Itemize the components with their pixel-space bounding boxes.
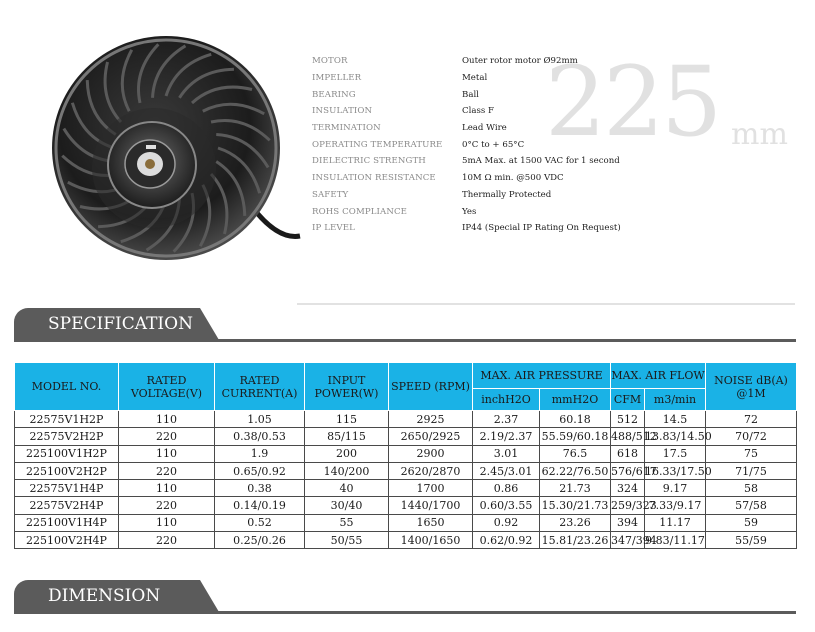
cell-airflow-m3: 14.5	[645, 411, 706, 428]
cell-airflow-cfm: 512	[611, 411, 645, 428]
header-airflow-cfm: CFM	[611, 389, 645, 411]
cell-current: 0.38/0.53	[215, 428, 305, 445]
property-key: INSULATION	[312, 106, 373, 117]
cell-airflow-m3: 9.17	[645, 480, 706, 497]
property-value: Metal	[462, 73, 488, 84]
header-speed: SPEED (RPM)	[389, 363, 473, 411]
cell-current: 0.38	[215, 480, 305, 497]
cell-model: 225100V1H4P	[15, 514, 119, 531]
cell-airflow-cfm: 324	[611, 480, 645, 497]
cell-power: 40	[305, 480, 389, 497]
cell-noise: 55/59	[706, 532, 797, 549]
cell-airflow-cfm: 576/617	[611, 462, 645, 479]
cell-pressure-mm: 23.26	[540, 514, 611, 531]
table-row	[15, 462, 797, 479]
cell-pressure-inch: 3.01	[473, 445, 540, 462]
cell-power: 55	[305, 514, 389, 531]
cell-speed: 2650/2925	[389, 428, 473, 445]
cell-airflow-cfm: 488/512	[611, 428, 645, 445]
specification-heading	[14, 308, 796, 342]
cell-power: 85/115	[305, 428, 389, 445]
property-value: 5mA Max. at 1500 VAC for 1 second	[462, 156, 620, 167]
cell-voltage: 110	[119, 514, 215, 531]
property-key: OPERATING TEMPERATURE	[312, 139, 443, 150]
property-value: IP44 (Special IP Rating On Request)	[462, 223, 621, 234]
cell-noise: 59	[706, 514, 797, 531]
cell-voltage: 110	[119, 480, 215, 497]
table-row	[15, 445, 797, 462]
property-value: Outer rotor motor Ø92mm	[462, 56, 578, 67]
fan-size-number: 225	[545, 46, 720, 158]
cell-current: 0.65/0.92	[215, 462, 305, 479]
cell-noise: 75	[706, 445, 797, 462]
header-model: MODEL NO.	[15, 363, 119, 411]
cell-pressure-mm: 15.30/21.73	[540, 497, 611, 514]
cell-model: 225100V2H4P	[15, 532, 119, 549]
cell-noise: 70/72	[706, 428, 797, 445]
property-row	[312, 220, 642, 237]
property-value: Thermally Protected	[462, 189, 552, 200]
table-row	[15, 497, 797, 514]
cell-pressure-mm: 15.81/23.26	[540, 532, 611, 549]
table-row	[15, 532, 797, 549]
property-key: BEARING	[312, 89, 356, 100]
cell-pressure-mm: 62.22/76.50	[540, 462, 611, 479]
cell-airflow-cfm: 394	[611, 514, 645, 531]
cell-voltage: 220	[119, 532, 215, 549]
cell-voltage: 220	[119, 497, 215, 514]
cell-current: 0.52	[215, 514, 305, 531]
cell-speed: 1400/1650	[389, 532, 473, 549]
fan-size-unit: mm	[731, 117, 788, 152]
section-title: DIMENSION	[48, 586, 161, 606]
section-underline	[14, 611, 796, 614]
cell-model: 22575V1H4P	[15, 480, 119, 497]
cell-pressure-mm: 76.5	[540, 445, 611, 462]
cell-current: 1.9	[215, 445, 305, 462]
cell-speed: 2620/2870	[389, 462, 473, 479]
cell-airflow-m3: 16.33/17.50	[645, 462, 706, 479]
cell-pressure-inch: 0.92	[473, 514, 540, 531]
cell-speed: 1650	[389, 514, 473, 531]
cell-airflow-cfm: 259/323	[611, 497, 645, 514]
cell-airflow-cfm: 618	[611, 445, 645, 462]
cell-airflow-m3: 9.83/11.17	[645, 532, 706, 549]
cell-speed: 1700	[389, 480, 473, 497]
cell-airflow-m3: 13.83/14.50	[645, 428, 706, 445]
cell-power: 140/200	[305, 462, 389, 479]
property-row	[312, 203, 642, 220]
property-row	[312, 187, 642, 204]
cell-speed: 2900	[389, 445, 473, 462]
property-value: Class F	[462, 106, 494, 117]
header-pressure-mm: mmH2O	[540, 389, 611, 411]
property-key: IMPELLER	[312, 73, 362, 84]
header-noise: NOISE dB(A) @1M	[706, 363, 797, 411]
property-key: SAFETY	[312, 189, 349, 200]
cell-voltage: 220	[119, 462, 215, 479]
header-airflow-m3: m3/min	[645, 389, 706, 411]
property-key: ROHS COMPLIANCE	[312, 206, 408, 217]
cell-pressure-inch: 0.62/0.92	[473, 532, 540, 549]
cell-power: 30/40	[305, 497, 389, 514]
specification-table	[14, 362, 797, 549]
property-row	[312, 170, 642, 187]
property-key: MOTOR	[312, 56, 348, 67]
dimension-heading	[14, 580, 796, 614]
cell-speed: 1440/1700	[389, 497, 473, 514]
table-row	[15, 514, 797, 531]
cell-voltage: 220	[119, 428, 215, 445]
property-value: Ball	[462, 89, 479, 100]
table-row	[15, 411, 797, 428]
table-row	[15, 428, 797, 445]
cell-airflow-m3: 17.5	[645, 445, 706, 462]
header-power: INPUT POWER(W)	[305, 363, 389, 411]
cell-pressure-inch: 2.19/2.37	[473, 428, 540, 445]
section-underline	[14, 339, 796, 342]
property-value: Yes	[462, 206, 477, 217]
divider	[297, 303, 795, 305]
property-value: 10M Ω min. @500 VDC	[462, 173, 564, 184]
cell-model: 22575V2H4P	[15, 497, 119, 514]
property-value: Lead Wire	[462, 123, 507, 134]
property-key: IP LEVEL	[312, 223, 355, 234]
table-row	[15, 480, 797, 497]
cell-current: 0.25/0.26	[215, 532, 305, 549]
section-title: SPECIFICATION	[48, 314, 193, 334]
property-value: 0°C to + 65°C	[462, 139, 525, 150]
property-key: TERMINATION	[312, 123, 381, 134]
cell-airflow-cfm: 347/394	[611, 532, 645, 549]
cell-noise: 72	[706, 411, 797, 428]
property-key: INSULATION RESISTANCE	[312, 173, 436, 184]
cell-model: 225100V2H2P	[15, 462, 119, 479]
cell-current: 0.14/0.19	[215, 497, 305, 514]
cell-pressure-mm: 21.73	[540, 480, 611, 497]
cell-model: 22575V1H2P	[15, 411, 119, 428]
cell-noise: 58	[706, 480, 797, 497]
cell-pressure-inch: 0.86	[473, 480, 540, 497]
header-airflow: MAX. AIR FLOW	[611, 363, 706, 389]
cell-pressure-mm: 55.59/60.18	[540, 428, 611, 445]
cell-power: 50/55	[305, 532, 389, 549]
cell-airflow-m3: 7.33/9.17	[645, 497, 706, 514]
cell-pressure-inch: 0.60/3.55	[473, 497, 540, 514]
cell-voltage: 110	[119, 445, 215, 462]
fan-product-image	[48, 28, 300, 273]
header-pressure: MAX. AIR PRESSURE	[473, 363, 611, 389]
header-current: RATED CURRENT(A)	[215, 363, 305, 411]
cell-speed: 2925	[389, 411, 473, 428]
cell-voltage: 110	[119, 411, 215, 428]
cell-model: 225100V1H2P	[15, 445, 119, 462]
cell-model: 22575V2H2P	[15, 428, 119, 445]
cell-pressure-inch: 2.37	[473, 411, 540, 428]
cell-airflow-m3: 11.17	[645, 514, 706, 531]
cell-power: 200	[305, 445, 389, 462]
cell-noise: 57/58	[706, 497, 797, 514]
property-key: DIELECTRIC STRENGTH	[312, 156, 426, 167]
cell-power: 115	[305, 411, 389, 428]
cell-current: 1.05	[215, 411, 305, 428]
cell-noise: 71/75	[706, 462, 797, 479]
cell-pressure-mm: 60.18	[540, 411, 611, 428]
cell-pressure-inch: 2.45/3.01	[473, 462, 540, 479]
header-pressure-inch: inchH2O	[473, 389, 540, 411]
header-voltage: RATED VOLTAGE(V)	[119, 363, 215, 411]
